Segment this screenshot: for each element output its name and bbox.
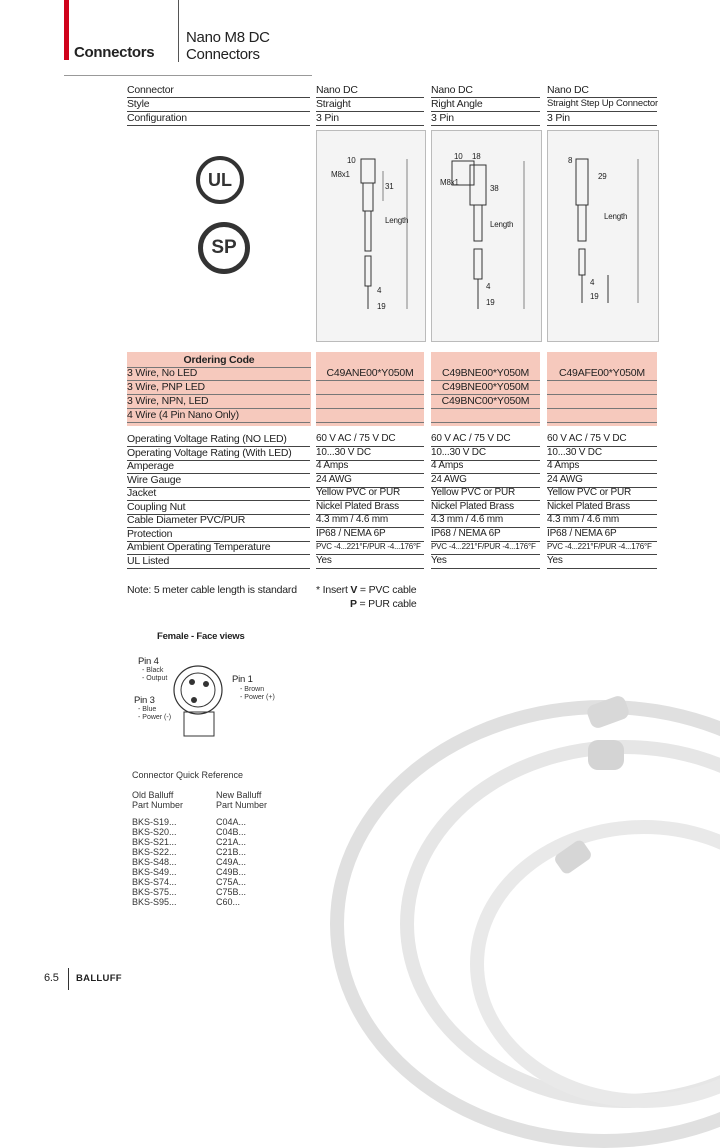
dim-label: 29 xyxy=(598,172,607,181)
ordering-code: C49AFE00*Y050M xyxy=(547,367,657,381)
quick-ref-old-item: BKS-S95... xyxy=(132,897,177,907)
section-title: Connectors xyxy=(74,44,155,61)
pin4-detail: - Output xyxy=(142,675,168,682)
spec-cell: 24 AWG xyxy=(431,474,540,488)
pin3-detail: - Blue xyxy=(138,706,157,713)
insert-v-note xyxy=(316,584,416,596)
spec-cell: IP68 / NEMA 6P xyxy=(431,528,540,542)
quick-ref-new-list xyxy=(216,817,246,907)
dim-label: 10 xyxy=(454,152,463,161)
spec-label: Cable Diameter PVC/PUR xyxy=(127,514,310,528)
dim-label: Length xyxy=(490,220,514,229)
spec-cell: IP68 / NEMA 6P xyxy=(547,528,657,542)
pin4-label: Pin 4 xyxy=(138,656,159,667)
ordering-code xyxy=(316,409,424,423)
pin1-detail: - Power (+) xyxy=(240,694,275,701)
spec-top-label: Configuration xyxy=(127,112,310,126)
spec-cell: 24 AWG xyxy=(316,474,424,488)
spec-cell: PVC -4...221°F/PUR -4...176°F xyxy=(316,541,424,555)
spec-cell: PVC -4...221°F/PUR -4...176°F xyxy=(547,541,657,555)
quick-ref-old-item: BKS-S22... xyxy=(132,847,177,857)
ordering-code: C49ANE00*Y050M xyxy=(316,367,424,381)
spec-cell: 60 V AC / 75 V DC xyxy=(547,433,657,447)
section-accent-bar xyxy=(64,0,69,60)
pin1-detail: - Brown xyxy=(240,686,265,693)
spec-cell: 60 V AC / 75 V DC xyxy=(431,433,540,447)
ordering-label: 4 Wire (4 Pin Nano Only) xyxy=(127,409,310,423)
ordering-code xyxy=(547,381,657,395)
pin1-label: Pin 1 xyxy=(232,674,253,685)
spec-cell: 10...30 V DC xyxy=(431,447,540,461)
quick-ref-old-item: BKS-S75... xyxy=(132,887,177,897)
insert-p-key: P xyxy=(350,598,357,610)
step-up-connector-drawing xyxy=(548,131,658,341)
spec-top-cell: Nano DC xyxy=(431,84,540,98)
spec-cell: 4 Amps xyxy=(547,460,657,474)
quick-ref-new-head: New Balluff xyxy=(216,790,262,800)
dim-label: 38 xyxy=(490,184,499,193)
quick-ref-new-item: C60... xyxy=(216,897,241,907)
insert-prefix: * Insert xyxy=(316,584,351,596)
ordering-code xyxy=(547,409,657,423)
dim-label: M8x1 xyxy=(440,178,459,187)
face-view-title: Female - Face views xyxy=(157,631,245,642)
spec-cell: 24 AWG xyxy=(547,474,657,488)
spec-cell: 4 Amps xyxy=(316,460,424,474)
spec-label: Operating Voltage Rating (With LED) xyxy=(127,447,310,461)
spec-label: Operating Voltage Rating (NO LED) xyxy=(127,433,310,447)
insert-p-text: = PUR cable xyxy=(356,598,417,610)
spec-cell: 60 V AC / 75 V DC xyxy=(316,433,424,447)
ordering-label: 3 Wire, PNP LED xyxy=(127,381,310,395)
spec-top-cell: 3 Pin xyxy=(431,112,540,126)
quick-ref-new-head: Part Number xyxy=(216,800,268,810)
spec-cell: Yes xyxy=(431,555,540,569)
quick-ref-new-item: C49B... xyxy=(216,867,247,877)
header-rule xyxy=(64,75,312,76)
pin1-details xyxy=(240,686,275,702)
ordering-code: C49BNC00*Y050M xyxy=(431,395,540,409)
ordering-code xyxy=(431,409,540,423)
spec-cell: PVC -4...221°F/PUR -4...176°F xyxy=(431,541,540,555)
ordering-code xyxy=(316,395,424,409)
ordering-label: 3 Wire, No LED xyxy=(127,367,310,381)
spec-label: Coupling Nut xyxy=(127,501,310,515)
spec-cell: Nickel Plated Brass xyxy=(316,501,424,515)
spec-cell: 4.3 mm / 4.6 mm xyxy=(316,514,424,528)
drawing-straight xyxy=(316,130,426,342)
cable-length-note: Note: 5 meter cable length is standard xyxy=(127,584,297,596)
spec-cell: Yes xyxy=(316,555,424,569)
dim-label: 19 xyxy=(590,292,599,301)
spec-cell: 4.3 mm / 4.6 mm xyxy=(431,514,540,528)
quick-ref-new-item: C04B... xyxy=(216,827,247,837)
quick-ref-old-item: BKS-S20... xyxy=(132,827,177,837)
spec-top-cell: 3 Pin xyxy=(547,112,657,126)
dim-label: 31 xyxy=(385,182,394,191)
insert-v-key: V xyxy=(350,584,358,596)
spec-cell: Yellow PVC or PUR xyxy=(547,487,657,501)
spec-cell: 4.3 mm / 4.6 mm xyxy=(547,514,657,528)
spec-top-cell: Straight Step Up Connector xyxy=(547,98,657,112)
spec-label: UL Listed xyxy=(127,555,310,569)
drawing-right-angle xyxy=(431,130,542,342)
right-angle-connector-drawing xyxy=(432,131,541,341)
quick-ref-new-item: C21A... xyxy=(216,837,247,847)
ordering-code: C49BNE00*Y050M xyxy=(431,367,540,381)
dim-label: 19 xyxy=(377,302,386,311)
spec-label: Ambient Operating Temperature xyxy=(127,541,310,555)
spec-label: Jacket xyxy=(127,487,310,501)
spec-cell: Yellow PVC or PUR xyxy=(431,487,540,501)
ul-logo-text: UL xyxy=(208,170,232,190)
quick-ref-old-item: BKS-S74... xyxy=(132,877,177,887)
connector-head xyxy=(588,740,624,770)
quick-ref-new-item: C49A... xyxy=(216,857,247,867)
dim-label: 18 xyxy=(472,152,481,161)
spec-top-cell: Straight xyxy=(316,98,424,112)
quick-ref-old-item: BKS-S48... xyxy=(132,857,177,867)
insert-p-note xyxy=(350,598,417,610)
ordering-code xyxy=(316,381,424,395)
ul-listed-logo xyxy=(196,156,244,204)
spec-label: Wire Gauge xyxy=(127,474,310,488)
quick-ref-new-item: C21B... xyxy=(216,847,247,857)
quick-ref-old-head: Part Number xyxy=(132,800,184,810)
quick-ref-new-item: C04A... xyxy=(216,817,247,827)
ordering-code xyxy=(547,395,657,409)
spec-label: Protection xyxy=(127,528,310,542)
spec-cell: Nickel Plated Brass xyxy=(431,501,540,515)
csa-logo xyxy=(198,222,250,274)
spec-cell: 10...30 V DC xyxy=(547,447,657,461)
pin3-detail: - Power (-) xyxy=(138,714,172,721)
dim-label: 8 xyxy=(568,156,573,165)
spec-top-cell: Right Angle xyxy=(431,98,540,112)
spec-top-label: Connector xyxy=(127,84,310,98)
spec-top-label: Style xyxy=(127,98,310,112)
spec-cell: 10...30 V DC xyxy=(316,447,424,461)
quick-ref-old-head: Old Balluff xyxy=(132,790,174,800)
dim-label: Length xyxy=(604,212,628,221)
dim-label: Length xyxy=(385,216,409,225)
page-title xyxy=(186,29,270,63)
dim-label: 4 xyxy=(486,282,491,291)
quick-ref-new-item: C75A... xyxy=(216,877,247,887)
dim-label: 10 xyxy=(347,156,356,165)
dim-label: 19 xyxy=(486,298,495,307)
ordering-heading: Ordering Code xyxy=(127,354,311,368)
page-title-line1: Nano M8 DC xyxy=(186,29,270,46)
ordering-label: 3 Wire, NPN, LED xyxy=(127,395,310,409)
straight-connector-drawing xyxy=(317,131,425,341)
pin3-label: Pin 3 xyxy=(134,695,155,706)
spec-cell: 4 Amps xyxy=(431,460,540,474)
drawing-step-up xyxy=(547,130,659,342)
pin4-details xyxy=(142,667,167,683)
spec-cell: Yes xyxy=(547,555,657,569)
quick-ref-old-list xyxy=(132,817,177,907)
balluff-logo: BALLUFF xyxy=(76,973,122,984)
pin3-details xyxy=(138,706,171,722)
quick-ref-old-item: BKS-S21... xyxy=(132,837,177,847)
quick-ref-old-header xyxy=(132,790,183,810)
spec-top-cell: Nano DC xyxy=(547,84,657,98)
ordering-code: C49BNE00*Y050M xyxy=(431,381,540,395)
spec-cell: IP68 / NEMA 6P xyxy=(316,528,424,542)
insert-v-text: = PVC cable xyxy=(357,584,417,596)
footer-divider xyxy=(68,968,69,990)
spec-cell: Yellow PVC or PUR xyxy=(316,487,424,501)
quick-ref-title: Connector Quick Reference xyxy=(132,770,244,780)
spec-cell: Nickel Plated Brass xyxy=(547,501,657,515)
quick-ref-new-header xyxy=(216,790,267,810)
csa-logo-text: SP xyxy=(211,237,237,258)
pin4-detail: - Black xyxy=(142,667,164,674)
quick-ref-old-item: BKS-S19... xyxy=(132,817,177,827)
dim-label: M8x1 xyxy=(331,170,350,179)
header-divider xyxy=(178,0,179,62)
page-number: 6.5 xyxy=(44,972,59,984)
spec-top-cell: 3 Pin xyxy=(316,112,424,126)
dim-label: 4 xyxy=(377,286,382,295)
spec-top-cell: Nano DC xyxy=(316,84,424,98)
quick-ref-old-item: BKS-S49... xyxy=(132,867,177,877)
dim-label: 4 xyxy=(590,278,595,287)
spec-label: Amperage xyxy=(127,460,310,474)
quick-ref-new-item: C75B... xyxy=(216,887,247,897)
page-title-line2: Connectors xyxy=(186,46,260,63)
face-view-diagram xyxy=(170,662,240,742)
